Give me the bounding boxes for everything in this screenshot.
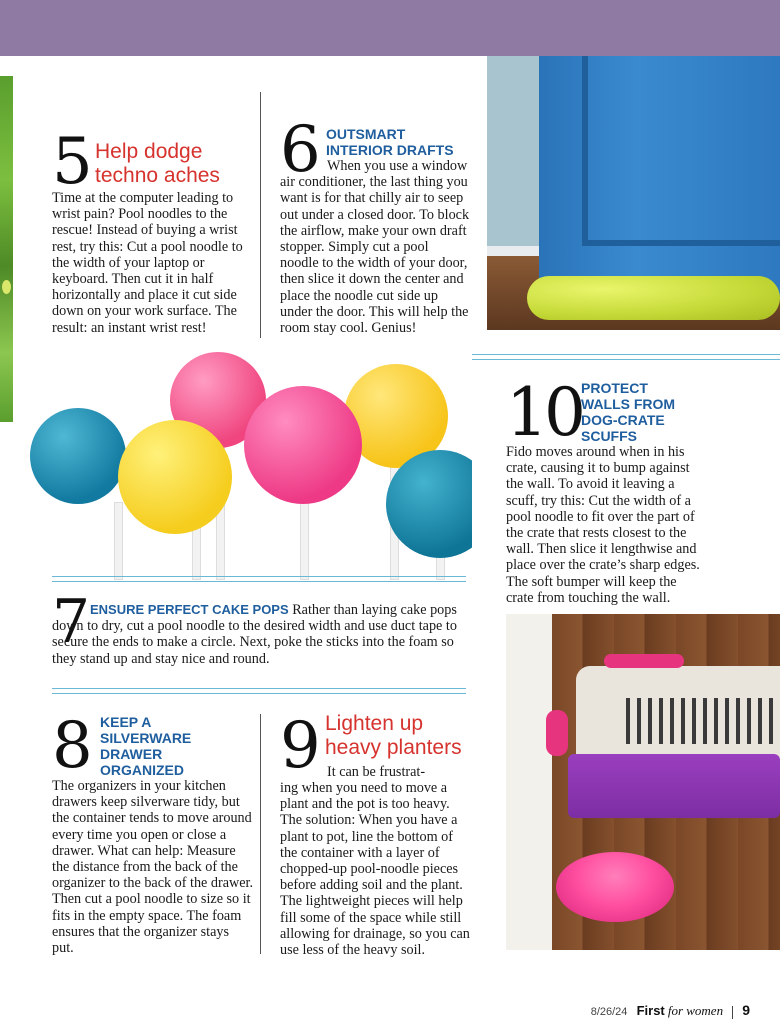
section-rule-3 (52, 688, 466, 694)
tip-5-heading-line1: Help dodge (95, 140, 203, 163)
pool-noodle-bumper (546, 710, 568, 756)
tip-5-heading-line2: techno aches (95, 164, 220, 187)
tip-10-number: 10 (506, 374, 582, 451)
magazine-brand-italic: for women (667, 1003, 724, 1018)
dog-bowl (556, 852, 674, 922)
dog-crate-photo (506, 614, 780, 950)
tip-8-body: The organizers in your kitchen drawers keep silverware tidy, but the container tends to move around every time you open or close a drawer. What can help: Measure the distance from the back of the organizer to the back of the drawer. Then cut a pool noodle to size so it fits in the empty space. The foam ensures that the organizer stays put. (52, 778, 254, 957)
tip-9-number: 9 (280, 709, 321, 783)
page-footer (591, 1002, 750, 1019)
tip-6-heading-line1: OUTSMART (326, 126, 406, 142)
tip-6-body: When you use a window air conditioner, the last thing you want is for that chilly air to seep out under a closed door. To block the airflow, make your own draft stopper. Simply cut a pool noodle to the width of your door, then slice it down the center and place the noodle cut side up under the door. This will help the room stay cool. Genius! (280, 158, 470, 337)
issue-date: 8/26/24 (590, 1006, 628, 1018)
tip-10-heading-line1: PROTECT (581, 380, 648, 396)
tip-7-heading: ENSURE PERFECT CAKE POPS (90, 602, 289, 617)
tip-7 (52, 587, 460, 670)
footer-separator (732, 1006, 733, 1019)
tip-7-paragraph (52, 602, 460, 667)
tip-5 (52, 125, 252, 340)
section-rule-2 (52, 576, 466, 582)
magazine-brand-bold: First (636, 1003, 665, 1018)
door-draft-stopper-photo (487, 56, 780, 330)
tip-6-heading-line2: INTERIOR DRAFTS (326, 142, 454, 158)
column-divider-top (260, 92, 261, 338)
tip-8-heading-line1: KEEP A (100, 714, 152, 730)
top-color-bar (0, 0, 780, 56)
tip-10-heading-line2: WALLS FROM (581, 396, 676, 412)
tip-9 (280, 709, 470, 959)
page-number: 9 (742, 1002, 750, 1018)
tip-10-heading-line4: SCUFFS (581, 428, 637, 444)
tip-5-body: Time at the computer leading to wrist pain? Pool noodles to the rescue! Instead of buying a wrist rest, try this: Cut a pool noodle to the width of your laptop or keyboard. Then cut it in half horizontally and place it cut side down on your work surface. The result: an instant wrist rest! (52, 190, 243, 336)
tip-9-body: ing when you need to move a plant and the pot is too heavy. The solution: When you have a plant to pot, line the bottom of the container with a layer of chopped-up pool-noodle pieces before adding soil and the plant. The lightweight pieces will help fill some of the space while still allowing for drainage, so you can use less of the heavy soil. (280, 780, 470, 959)
tip-6-number: 6 (280, 113, 321, 187)
tip-9-heading-line1: Lighten up (325, 712, 424, 735)
cake-pops-photo (24, 352, 472, 580)
tip-9-heading-line2: heavy planters (325, 736, 462, 759)
tip-10 (506, 374, 704, 606)
tip-8-heading-line4: ORGANIZED (100, 762, 184, 778)
pool-noodle (527, 276, 780, 320)
column-divider-bottom (260, 714, 261, 954)
tip-9-body-start: It can be frustrat- (327, 764, 426, 780)
grass-photo-edge (0, 76, 13, 422)
tip-7-body: Rather than laying cake pops down to dry, cut a pool noodle to the desired width and use duct tape to secure the ends to make a circle. Next, poke the sticks into the foam so they stand up and stay nice and round. (52, 602, 457, 667)
tip-10-body: Fido moves around when in his crate, causing it to bump against the wall. To avoid it leaving a scuff, try this: Cut the width of a pool noodle to fit over the part of the crate that rests closest to the wall. Then slice it lengthwise and place over the crate’s sharp edges. The soft bumper will keep the crate from touching the wall. (506, 444, 700, 606)
tip-8-number: 8 (52, 709, 93, 783)
tip-8-heading-line2: SILVERWARE (100, 730, 192, 746)
tip-10-heading-line3: DOG-CRATE (581, 412, 665, 428)
tip-7-number: 7 (52, 587, 91, 657)
tip-6 (280, 113, 470, 338)
tip-5-number: 5 (52, 125, 93, 199)
ball-detail (2, 280, 11, 294)
tip-8-heading-line3: DRAWER (100, 746, 163, 762)
tip-8 (52, 709, 254, 958)
